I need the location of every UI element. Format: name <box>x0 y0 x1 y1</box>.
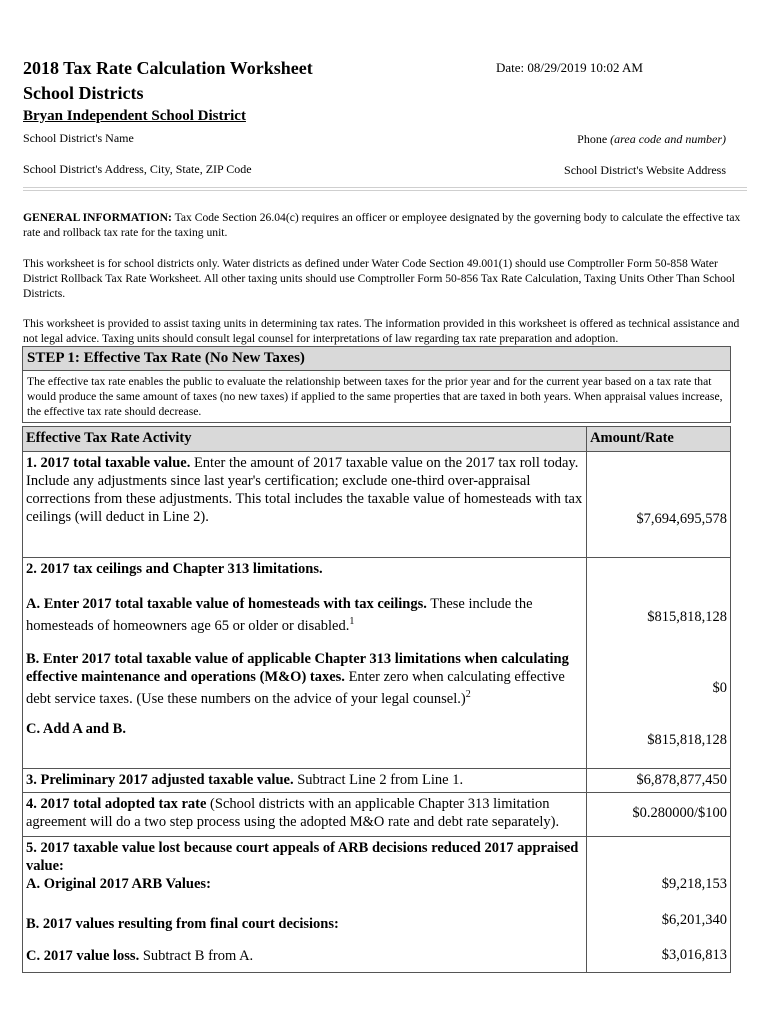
line2a-label: A. Enter 2017 total taxable value of homesteads with tax ceilings. <box>26 596 427 612</box>
table-row-line4 <box>23 793 731 837</box>
table-row-line1 <box>23 452 731 558</box>
step1-heading: STEP 1: Effective Tax Rate (No New Taxes) <box>23 347 730 371</box>
line2a <box>26 595 583 635</box>
line1-text: Enter the amount of 2017 taxable value on the 2017 tax roll today. Include any adjustments since last year's certification; exclude one-third over-appraisal corrections from these adjustments. This total includes the taxable value of homesteads with tax ceilings (will deduct in Line 2). <box>26 455 583 525</box>
header-divider-2 <box>23 190 747 191</box>
general-info-p2: This worksheet is for school districts only. Water districts as defined under Water Code Section 49.001(1) should use Comptroller Form 50-858 Water District Rollback Tax Rate Worksheet. All other taxing units should use Comptroller Form 50-856 Tax Rate Calculation, Taxing Units Other Than School Districts. <box>23 257 736 300</box>
line5c-amount: $3,016,813 <box>661 947 727 963</box>
header-divider <box>23 187 747 188</box>
table-row-line5 <box>23 837 731 973</box>
line2b-amount: $0 <box>712 680 727 696</box>
col-amount-header: Amount/Rate <box>587 427 731 452</box>
line2b-text: Enter zero when calculating effective debt service taxes. (Use these numbers on the advice of your legal counsel.) <box>26 668 565 707</box>
col-activity-header: Effective Tax Rate Activity <box>23 427 587 452</box>
line4-text: (School districts with an applicable Chapter 313 limitation agreement will do a two step process using the adopted M&O rate and debt rate separately). <box>26 796 560 830</box>
line1-amount: $7,694,695,578 <box>636 511 727 527</box>
line5c <box>26 947 583 965</box>
line5-amount-cell <box>587 837 731 973</box>
line3-text: Subtract Line 2 from Line 1. <box>293 772 464 788</box>
line4-description <box>23 793 587 837</box>
district-name-label: School District's Name <box>23 131 134 145</box>
line5a-label: A. Original 2017 ARB Values: <box>26 876 211 892</box>
worksheet-table <box>22 426 731 973</box>
general-info-heading: GENERAL INFORMATION: <box>23 211 172 224</box>
line5c-label: C. 2017 value loss. <box>26 948 140 964</box>
line5a-amount: $9,218,153 <box>661 876 727 892</box>
line5b-label: B. 2017 values resulting from final court decisions: <box>26 916 339 932</box>
line2-label: 2. 2017 tax ceilings and Chapter 313 limitations. <box>26 561 323 577</box>
phone-label <box>577 132 726 147</box>
website-label: School District's Website Address <box>564 163 726 177</box>
district-name: Bryan Independent School District <box>23 108 246 124</box>
line3-amount: $6,878,877,450 <box>587 769 731 793</box>
line1-description <box>23 452 587 558</box>
line5b-amount: $6,201,340 <box>661 912 727 928</box>
line3-label: 3. Preliminary 2017 adjusted taxable value. <box>26 772 294 788</box>
general-info-p1-text: Tax Code Section 26.04(c) requires an officer or employee designated by the governing body to calculate the effective tax rate and rollback tax rate for the taxing unit. <box>23 211 741 239</box>
address-label: School District's Address, City, State, ZIP Code <box>23 162 252 176</box>
line1-amount-cell <box>587 452 731 558</box>
line3-description <box>23 769 587 793</box>
line2-amount-cell <box>587 558 731 769</box>
line5c-text: Subtract B from A. <box>139 948 254 964</box>
line2c-amount: $815,818,128 <box>647 732 727 748</box>
step1-description: The effective tax rate enables the public to evaluate the relationship between taxes for the prior year and for the current year based on a tax rate that would produce the same amount of taxes (no new taxes) if applied to the same properties that are taxed in both years. When appraisal values increase, the effective tax rate should decrease. <box>27 375 723 418</box>
line2b-label: B. Enter 2017 total taxable value of applicable Chapter 313 limitations when calculating effective maintenance and operations (M&O) taxes. <box>26 650 569 685</box>
phone-label-prefix: Phone <box>577 132 611 146</box>
line2a-footnote: 1 <box>349 616 355 627</box>
general-info-p3: This worksheet is provided to assist taxing units in determining tax rates. The information provided in this worksheet is offered as technical assistance and not legal advice. Taxing units should consult legal counsel for interpretations of law regarding tax rate preparation and adoption. <box>23 317 740 345</box>
worksheet-subtitle: School Districts <box>23 83 144 103</box>
line2b-footnote: 2 <box>465 688 471 700</box>
line1-label: 1. 2017 total taxable value. <box>26 455 191 471</box>
line5-label: 5. 2017 taxable value lost because court appeals of ARB decisions reduced 2017 appraised value: <box>26 840 579 874</box>
line4-amount-cell <box>587 793 731 837</box>
line2a-text: These include the homesteads of homeowners age 65 or older or disabled. <box>26 596 533 634</box>
table-row-line2 <box>23 558 731 769</box>
step1-box <box>22 346 731 423</box>
line4-amount: $0.280000/$100 <box>632 805 727 821</box>
line4-label: 4. 2017 total adopted tax rate <box>26 796 207 812</box>
general-info-p1 <box>23 210 745 240</box>
phone-label-hint: (area code and number) <box>610 132 726 146</box>
line5-description <box>23 837 587 973</box>
table-row-line3 <box>23 769 731 793</box>
line2-description <box>23 558 587 769</box>
line2c-label: C. Add A and B. <box>26 720 126 737</box>
date-stamp: Date: 08/29/2019 10:02 AM <box>496 60 643 75</box>
line2b <box>26 650 583 708</box>
worksheet-title: 2018 Tax Rate Calculation Worksheet <box>23 58 313 78</box>
table-header-row <box>23 427 731 452</box>
line2a-amount: $815,818,128 <box>647 609 727 625</box>
